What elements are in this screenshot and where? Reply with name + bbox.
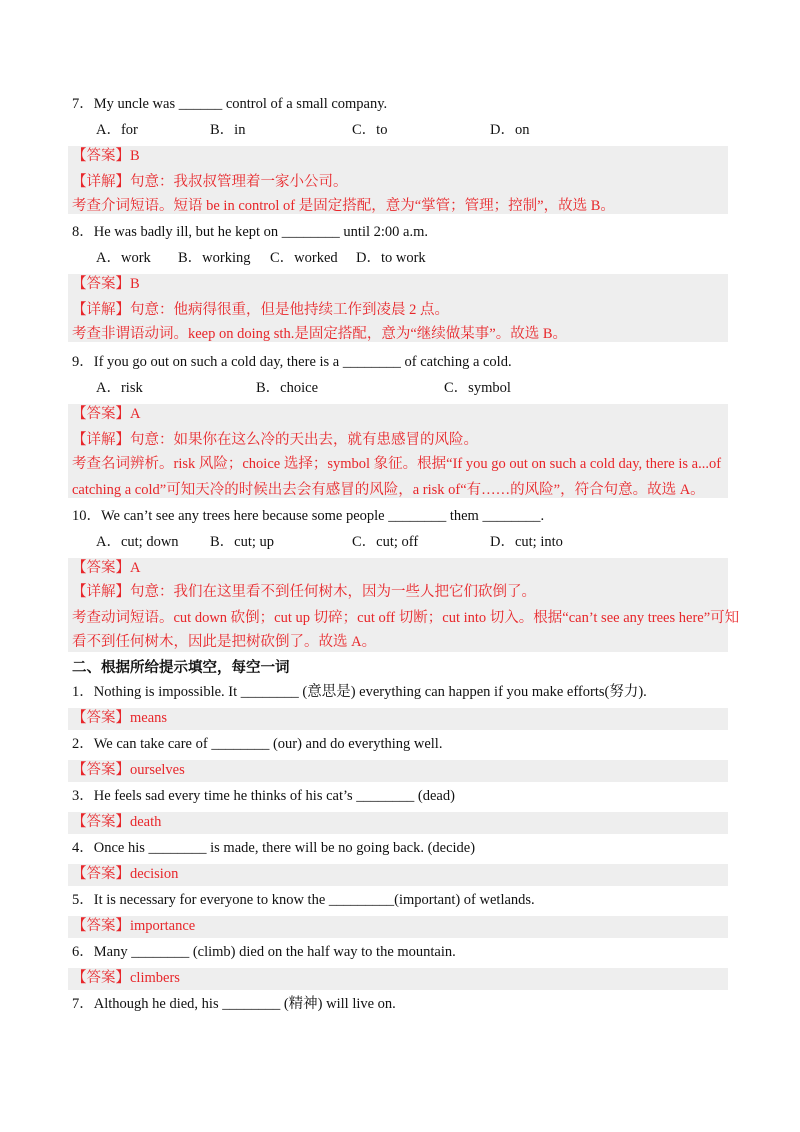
- answer-label: 【答案】means: [72, 710, 168, 726]
- option-a: A．risk: [96, 380, 143, 396]
- detail-line: 考查动词短语。cut down 砍倒；cut up 切碎；cut off 切断；cut into 切入。根据“can’t see any trees here”可知: [72, 610, 740, 626]
- section-title: 二、根据所给提示填空，每空一词: [72, 660, 290, 676]
- option-d: D．on: [490, 122, 530, 138]
- question-7: 7．My uncle was ______ control of a small company.: [72, 96, 388, 112]
- question-8: 8．He was badly ill, but he kept on ________ until 2:00 a.m.: [72, 224, 429, 240]
- answer-label: 【答案】B: [72, 148, 140, 164]
- question-9: 9．If you go out on such a cold day, there is a ________ of catching a cold.: [72, 354, 512, 370]
- option-c: C．cut; off: [352, 534, 419, 550]
- fill-question-1: 1．Nothing is impossible. It ________ (意思是) everything can happen if you make efforts(努力).: [72, 684, 647, 700]
- detail-line: 考查名词辨析。risk 风险；choice 选择；symbol 象征。根据“If you go out on such a cold day, there is a...of: [72, 456, 722, 472]
- detail-line: 【详解】句意：如果你在这么冷的天出去，就有患感冒的风险。: [72, 432, 478, 448]
- option-c: C．to: [352, 122, 388, 138]
- option-b: B．choice: [256, 380, 319, 396]
- detail-line: 【详解】句意：他病得很重，但是他持续工作到凌晨 2 点。: [72, 302, 449, 318]
- fill-question-7: 7．Although he died, his ________ (精神) will live on.: [72, 996, 396, 1012]
- detail-line: catching a cold”可知天冷的时候出去会有感冒的风险，a risk of“有……的风险”，符合句意。故选 A。: [72, 482, 705, 498]
- answer-label: 【答案】A: [72, 406, 141, 422]
- option-a: A．for: [96, 122, 138, 138]
- fill-question-5: 5．It is necessary for everyone to know the _________(important) of wetlands.: [72, 892, 535, 908]
- fill-question-6: 6．Many ________ (climb) died on the half way to the mountain.: [72, 944, 456, 960]
- answer-label: 【答案】ourselves: [72, 762, 185, 778]
- fill-question-4: 4．Once his ________ is made, there will be no going back. (decide): [72, 840, 476, 856]
- option-b: B．working: [178, 250, 251, 266]
- question-10: 10．We can’t see any trees here because some people ________ them ________.: [72, 508, 545, 524]
- detail-line: 【详解】句意：我们在这里看不到任何树木，因为一些人把它们砍倒了。: [72, 584, 536, 600]
- option-b: B．cut; up: [210, 534, 275, 550]
- option-d: D．cut; into: [490, 534, 563, 550]
- fill-question-3: 3．He feels sad every time he thinks of his cat’s ________ (dead): [72, 788, 455, 804]
- answer-label: 【答案】A: [72, 560, 141, 576]
- detail-line: 看不到任何树木，因此是把树砍倒了。故选 A。: [72, 634, 377, 650]
- answer-block: [68, 812, 728, 834]
- answer-label: 【答案】decision: [72, 866, 179, 882]
- option-c: C．worked: [270, 250, 338, 266]
- answer-label: 【答案】importance: [72, 918, 196, 934]
- option-d: D．to work: [356, 250, 426, 266]
- answer-label: 【答案】climbers: [72, 970, 180, 986]
- answer-label: 【答案】death: [72, 814, 162, 830]
- fill-question-2: 2．We can take care of ________ (our) and do everything well.: [72, 736, 443, 752]
- option-c: C．symbol: [444, 380, 511, 396]
- option-a: A．work: [96, 250, 151, 266]
- detail-line: 考查介词短语。短语 be in control of 是固定搭配，意为“掌管；管理；控制”，故选 B。: [72, 198, 615, 214]
- detail-line: 【详解】句意：我叔叔管理着一家小公司。: [72, 174, 348, 190]
- detail-line: 考查非谓语动词。keep on doing sth.是固定搭配，意为“继续做某事”。故选 B。: [72, 326, 567, 342]
- option-b: B．in: [210, 122, 246, 138]
- option-a: A．cut; down: [96, 534, 179, 550]
- answer-label: 【答案】B: [72, 276, 140, 292]
